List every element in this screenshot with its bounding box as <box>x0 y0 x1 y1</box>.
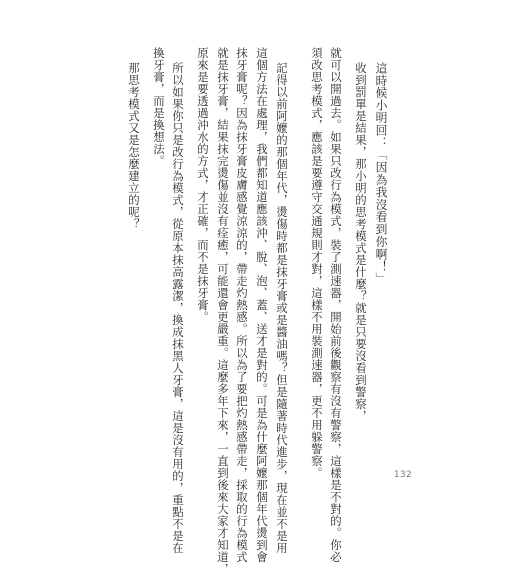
text-column: 記得以前阿嬤的那個年代，燙傷時都是抹牙膏或是醬油嗎？但是隨著時代進步，現在並不是用 <box>275 62 289 554</box>
page-number: 132 <box>393 470 412 480</box>
text-column: 收到罰單是結果，那小明的思考模式是什麼？就是只要沒看到警察， <box>354 62 368 422</box>
dialogue-line: 這時候小明回：「因為我沒看到你啊！」 <box>374 62 388 286</box>
text-column: 那思考模式又是怎麼建立的呢？ <box>127 62 141 230</box>
text-column: 須改思考模式，應該是要遵守交通規則才對，這樣不用裝測速器，更不用躲警察。 <box>310 47 324 479</box>
text-column: 所以如果你只是改行為模式，從原本抹高露潔，換成抹黑人牙膏，這是沒有用的，重點不是在 <box>171 62 185 554</box>
text-column: 就是抹牙膏，結果抹完燙傷並沒有痊癒，可能還會更嚴重。這麼多年下來，一直到後來大家才知道， <box>216 47 230 575</box>
text-column: 原來是要透過沖水的方式，才正確，而不是抹牙膏。 <box>196 47 210 323</box>
text-column: 這個方法在處理，我們都知道應該沖、脫、泡、蓋、送才是對的。可是為什麼阿嬤那個年代燙到會 <box>255 47 269 563</box>
text-column: 換牙膏，而是換想法。 <box>152 47 166 167</box>
text-column: 抹牙膏呢？因為抹牙膏皮膚感覺涼涼的，帶走灼熱感。所以為了要把灼熱感帶走，採取的行為模式 <box>235 47 249 563</box>
text-column: 就可以開過去。如果只改行為模式，裝了測速器，開始前後觀察有沒有警察，這樣是不對的。你必 <box>329 47 343 563</box>
